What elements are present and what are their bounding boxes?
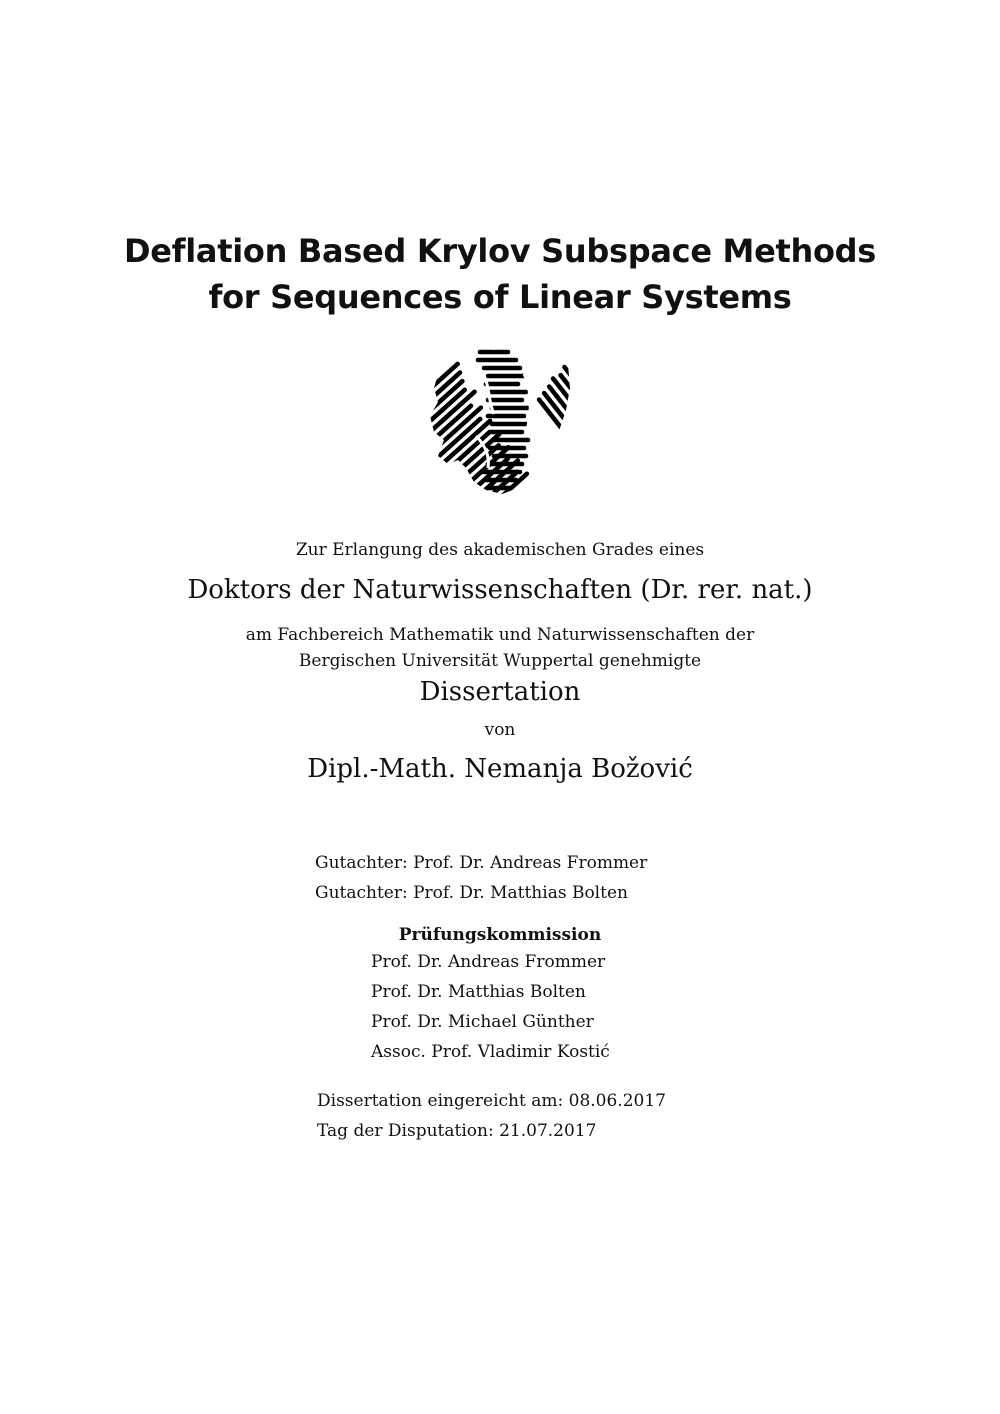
defense-date: Tag der Disputation: 21.07.2017: [317, 1121, 597, 1141]
thesis-title: [0, 228, 1000, 320]
degree-intro: Zur Erlangung des akademischen Grades eines: [295, 540, 705, 560]
dates-block: [317, 1086, 666, 1146]
department-line-1: am Fachbereich Mathematik und Naturwissenschaften der: [245, 625, 755, 645]
committee-heading: Prüfungskommission: [398, 925, 602, 945]
committee-member-4: Assoc. Prof. Vladimir Kostić: [371, 1042, 610, 1062]
department-line-2: Bergischen Universität Wuppertal genehmigte: [298, 651, 702, 671]
university-lion-emblem-icon: [428, 344, 572, 496]
committee-member-1: Prof. Dr. Andreas Frommer: [371, 952, 606, 972]
degree-name: Doktors der Naturwissenschaften (Dr. rer. nat.): [187, 575, 813, 605]
document-type: Dissertation: [419, 677, 581, 707]
reviewers-list: [315, 848, 647, 908]
author-name: Dipl.-Math. Nemanja Božović: [307, 754, 693, 784]
thesis-title-line-1: Deflation Based Krylov Subspace Methods: [123, 232, 877, 270]
committee-member-3: Prof. Dr. Michael Günther: [371, 1012, 594, 1032]
reviewer-2: Gutachter: Prof. Dr. Matthias Bolten: [315, 883, 628, 903]
thesis-title-line-2: for Sequences of Linear Systems: [208, 278, 792, 316]
reviewer-1: Gutachter: Prof. Dr. Andreas Frommer: [315, 853, 648, 873]
committee-list: [371, 947, 610, 1067]
submission-date: Dissertation eingereicht am: 08.06.2017: [317, 1091, 666, 1111]
by-label: von: [484, 720, 516, 740]
committee-member-2: Prof. Dr. Matthias Bolten: [371, 982, 586, 1002]
